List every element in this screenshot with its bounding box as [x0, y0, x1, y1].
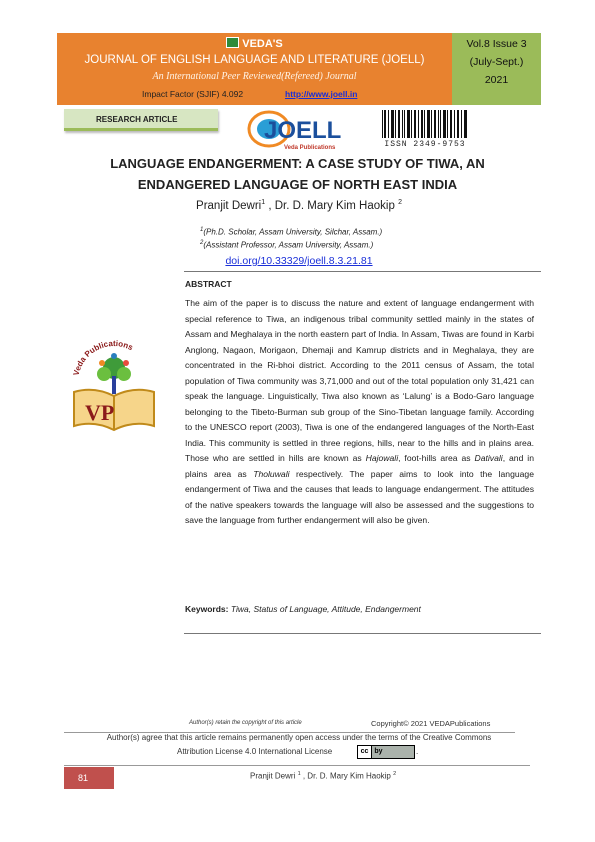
- veda-logo-icon: [226, 37, 239, 48]
- abstract-top-rule: [184, 271, 541, 272]
- keywords-values: Tiwa, Status of Language, Attitude, Endangerment: [230, 604, 421, 614]
- journal-title: JOURNAL OF ENGLISH LANGUAGE AND LITERATURE (JOELL): [84, 54, 425, 66]
- issue-info: [452, 33, 541, 105]
- issn-number: ISSN 2349-9753: [384, 140, 466, 149]
- author-separator: ,: [265, 199, 275, 212]
- emblem-letters: VP: [85, 400, 115, 425]
- article-title-line1: LANGUAGE ENDANGERMENT: A CASE STUDY OF TIWA, AN: [110, 156, 485, 171]
- term-dativali: Dativali: [474, 453, 503, 463]
- author-2-sup: 2: [398, 199, 402, 206]
- issn-barcode: [380, 110, 470, 152]
- affiliation-2: $^2$(Assistant Professor, Assam University, Assam.): [200, 240, 374, 250]
- joell-tagline: Veda Publications: [284, 145, 336, 151]
- barcode-icon: [380, 110, 470, 140]
- license-period: .: [416, 747, 419, 756]
- abstract-bottom-rule: [184, 633, 541, 634]
- research-article-badge: RESEARCH ARTICLE: [64, 109, 218, 131]
- journal-url-link[interactable]: http://www.joell.in: [285, 89, 358, 99]
- doi-link[interactable]: doi.org/10.33329/joell.8.3.21.81: [225, 255, 373, 267]
- tree-icon: [97, 353, 131, 394]
- impact-factor: Impact Factor (SJIF) 4.092: [142, 89, 244, 99]
- issue-period: (July-Sept.): [469, 56, 524, 68]
- page-footer-rule: [64, 765, 530, 766]
- affiliation-1: $^1$(Ph.D. Scholar, Assam University, Silchar, Assam.): [200, 227, 383, 237]
- emblem-ring-text: Veda Publications: [71, 338, 135, 377]
- author-1: Pranjit Dewri: [196, 199, 262, 212]
- license-text-line1: Author(s) agree that this article remains permanently open access under the terms of the Creative Commons: [106, 733, 492, 742]
- author-1-sup: 1: [261, 199, 266, 206]
- journal-header: [57, 33, 452, 105]
- copyright-retain-note: Author(s) retain the copyright of this article: [189, 720, 302, 726]
- author-2: Dr. D. Mary Kim Haokip: [274, 199, 395, 212]
- journal-brand: VEDA'S: [57, 37, 452, 50]
- copyright-notice: Copyright© 2021 VEDAPublications: [371, 719, 491, 728]
- article-title: [75, 153, 520, 195]
- abstract-body: The aim of the paper is to discuss the nature and extent of language endangerment with special reference to Tiwa, an indigenous tribal community settled mainly in the states of Assam and Meghalaya in the north eastern part of India. In Assam, Tiwas are found in Karbi Anglong, Nagaon, Morigaon, Dhemaji and Kamrup districts and in Meghalaya, they are concentrated in the Ri-bhoi district. According to the 2011 census of Assam, the total population of Tiwa community was 3,71,000 and out of the total population only 31,421 can speak the language. Linguistically, Tiwa also known as ‘Lalung’ is a Bodo-Garo language belonging to the Tibeto-Burman sub group of the Sino-Tibetan language family. According to the UNESCO report (2003), Tiwa is one of the endangered languages of the North-East India. This community is settled in three regions, hills, near to the hills and in plains area. Those who are settled in hills are known as Hajowali, foot-hills area as Dativali, and in plains area as Tholuwali respectively. The paper aims to look into the language endangerment of Tiwa and the causes that leads to language endangerment. The attitudes of the native speakers towards the language will also be assessed and the suggestions to save the language from further endangerment will also be given.: [185, 298, 534, 525]
- abstract-heading: ABSTRACT: [185, 279, 232, 289]
- term-hajowali: Hajowali: [365, 453, 399, 463]
- running-footer-authors: Pranjit Dewri $^1$ , Dr. D. Mary Kim Haokip $^2$: [250, 771, 397, 781]
- article-title-line2: ENDANGERED LANGUAGE OF NORTH EAST INDIA: [137, 177, 458, 192]
- journal-subtitle: An International Peer Reviewed(Refereed) Journal: [152, 71, 357, 82]
- issue-volume: Vol.8 Issue 3: [466, 38, 527, 50]
- veda-publications-emblem: [68, 330, 160, 440]
- joell-logo: [247, 109, 345, 151]
- term-tholuwali: Tholuwali: [253, 468, 290, 479]
- page-number: 81: [64, 767, 114, 789]
- keywords-label: Keywords:: [185, 604, 229, 614]
- issue-year: 2021: [484, 74, 509, 86]
- article-authors: [57, 199, 541, 212]
- keywords: [185, 604, 542, 614]
- cc-by-license-icon[interactable]: cc by: [357, 745, 415, 759]
- license-text-line2: Attribution License 4.0 International License: [177, 747, 333, 756]
- joell-wordmark: JOELL: [264, 117, 342, 144]
